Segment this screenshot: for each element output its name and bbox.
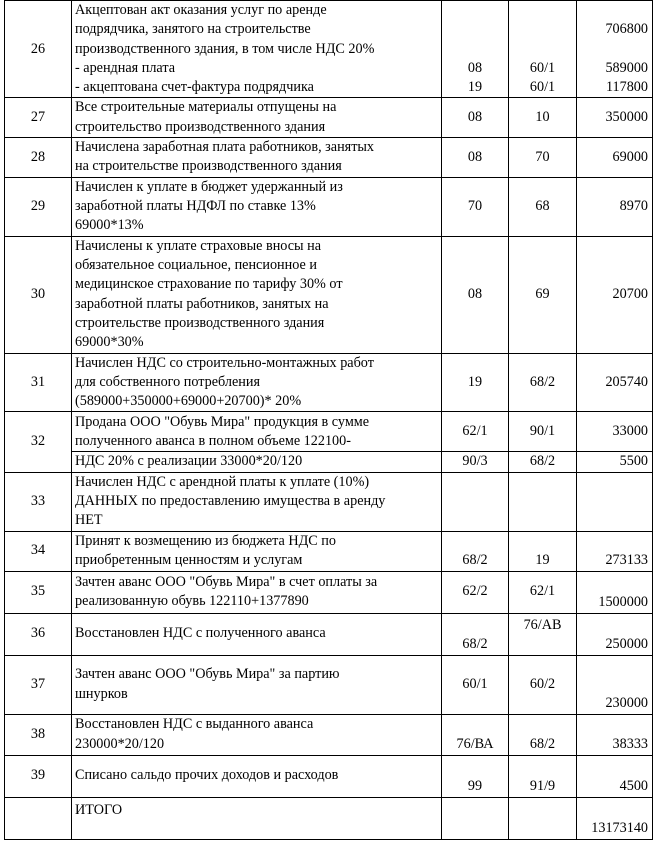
amount: 4500 xyxy=(577,755,653,797)
operation-description: Продана ООО "Обувь Мира" продукция в сумме полученного аванса в полном объеме 122100- xyxy=(72,412,442,452)
row-number: 34 xyxy=(5,531,72,571)
debit-account: 70 xyxy=(442,177,509,236)
total-amount: 13173140 xyxy=(577,797,653,839)
amount: 230000 xyxy=(577,655,653,714)
credit-account: 62/1 xyxy=(509,571,577,613)
row-number: 31 xyxy=(5,353,72,412)
operation-description: Восстановлен НДС с выданного аванса 230000*20/120 xyxy=(72,714,442,755)
row-number: 37 xyxy=(5,655,72,714)
table-row xyxy=(5,236,653,353)
row-number: 32 xyxy=(5,412,72,472)
operation-description: Начислен к уплате в бюджет удержанный из заработной платы НДФЛ по ставке 13% 69000*13% xyxy=(72,177,442,236)
operation-description: Все строительные материалы отпущены на строительство производственного здания xyxy=(72,98,442,138)
amount: 38333 xyxy=(577,714,653,755)
debit-account: 62/1 xyxy=(442,412,509,452)
journal-table xyxy=(4,0,653,840)
credit-account: 70 xyxy=(509,138,577,178)
debit-account: 19 xyxy=(442,353,509,412)
debit-account: 90/3 xyxy=(442,452,509,472)
debit-account: 08 xyxy=(442,236,509,353)
debit-account: 08 19 xyxy=(442,1,509,98)
table-row xyxy=(5,138,653,178)
row-number: 35 xyxy=(5,571,72,613)
row-number: 36 xyxy=(5,613,72,655)
debit-account: 08 xyxy=(442,98,509,138)
amount: 8970 xyxy=(577,177,653,236)
credit-account: 69 xyxy=(509,236,577,353)
credit-account: 76/АВ xyxy=(509,613,577,655)
debit-account xyxy=(442,472,509,531)
row-number: 27 xyxy=(5,98,72,138)
operation-description: Списано сальдо прочих доходов и расходов xyxy=(72,755,442,797)
debit-account: 08 xyxy=(442,138,509,178)
row-number: 26 xyxy=(5,1,72,98)
amount: 250000 xyxy=(577,613,653,655)
debit-account: 68/2 xyxy=(442,531,509,571)
operation-description: Начислены к уплате страховые вносы на обязательное социальное, пенсионное и медицинское страхование по тарифу 30% от заработной платы работников, занятых на строительстве производственного здания 69000*30% xyxy=(72,236,442,353)
table-row xyxy=(5,655,653,714)
amount: 350000 xyxy=(577,98,653,138)
credit-account: 19 xyxy=(509,531,577,571)
amount: 273133 xyxy=(577,531,653,571)
operation-description: НДС 20% с реализации 33000*20/120 xyxy=(72,452,442,472)
credit-account: 90/1 xyxy=(509,412,577,452)
total-row xyxy=(5,797,653,839)
table-row xyxy=(5,755,653,797)
table-row xyxy=(5,531,653,571)
table-row xyxy=(5,98,653,138)
operation-description: Акцептован акт оказания услуг по аренде подрядчика, занятого на строительстве производственного здания, в том числе НДС 20% - арендная плата - акцептована счет-фактура подрядчика xyxy=(72,1,442,98)
row-number: 29 xyxy=(5,177,72,236)
amount: 20700 xyxy=(577,236,653,353)
amount: 69000 xyxy=(577,138,653,178)
credit-account: 91/9 xyxy=(509,755,577,797)
debit-account: 60/1 xyxy=(442,655,509,714)
table-row xyxy=(5,353,653,412)
amount: 5500 xyxy=(577,452,653,472)
row-number: 38 xyxy=(5,714,72,755)
operation-description: Восстановлен НДС с полученного аванса xyxy=(72,613,442,655)
debit-account: 68/2 xyxy=(442,613,509,655)
table-row xyxy=(5,1,653,98)
credit-account: 60/1 60/1 xyxy=(509,1,577,98)
debit-account: 76/ВА xyxy=(442,714,509,755)
amount xyxy=(577,472,653,531)
credit-account: 68/2 xyxy=(509,353,577,412)
table-row xyxy=(5,472,653,531)
table-row xyxy=(5,714,653,755)
credit-account: 68/2 xyxy=(509,452,577,472)
amount: 1500000 xyxy=(577,571,653,613)
row-number: 30 xyxy=(5,236,72,353)
table-row xyxy=(5,571,653,613)
row-number: 28 xyxy=(5,138,72,178)
amount: 205740 xyxy=(577,353,653,412)
credit-account: 68/2 xyxy=(509,714,577,755)
credit-account xyxy=(509,472,577,531)
table-row xyxy=(5,613,653,655)
total-label: ИТОГО xyxy=(72,797,442,839)
amount: 706800 589000 117800 xyxy=(577,1,653,98)
operation-description: Зачтен аванс ООО "Обувь Мира" за партию шнурков xyxy=(72,655,442,714)
credit-account: 68 xyxy=(509,177,577,236)
row-number: 33 xyxy=(5,472,72,531)
table-row xyxy=(5,177,653,236)
operation-description: Начислен НДС с арендной платы к уплате (10%) ДАННЫХ по предоставлению имущества в аренду НЕТ xyxy=(72,472,442,531)
amount: 33000 xyxy=(577,412,653,452)
debit-account: 99 xyxy=(442,755,509,797)
credit-account: 60/2 xyxy=(509,655,577,714)
table-row xyxy=(5,412,653,452)
credit-account: 10 xyxy=(509,98,577,138)
debit-account: 62/2 xyxy=(442,571,509,613)
table-row xyxy=(5,452,653,472)
operation-description: Принят к возмещению из бюджета НДС по приобретенным ценностям и услугам xyxy=(72,531,442,571)
row-number: 39 xyxy=(5,755,72,797)
operation-description: Начислен НДС со строительно-монтажных работ для собственного потребления (589000+350000+69000+20700)* 20% xyxy=(72,353,442,412)
operation-description: Начислена заработная плата работников, занятых на строительстве производственного здания xyxy=(72,138,442,178)
operation-description: Зачтен аванс ООО "Обувь Мира" в счет оплаты за реализованную обувь 122110+1377890 xyxy=(72,571,442,613)
